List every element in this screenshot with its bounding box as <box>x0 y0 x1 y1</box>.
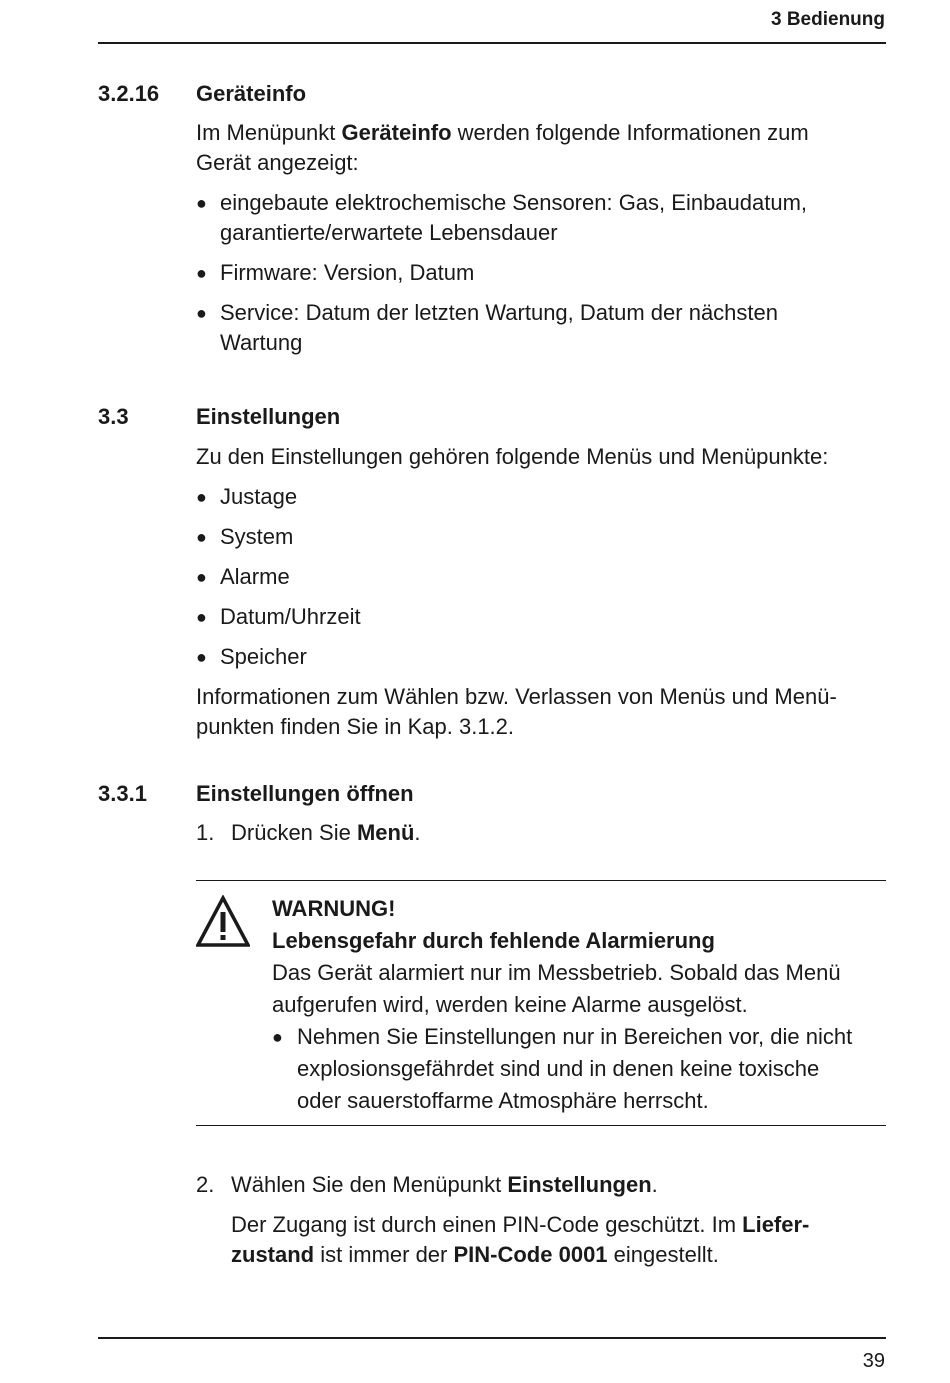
chapter-header: 3 Bedienung <box>770 9 885 30</box>
warning-body: Das Gerät alarmiert nur im Messbetrieb. Sobald das Menü aufgerufen wird, werden keine Alarme ausgelöst. <box>272 960 841 1017</box>
section-title: Einstellungen <box>196 404 341 429</box>
warning-text <box>272 893 886 1021</box>
section-intro: Im Menüpunkt Geräteinfo werden folgende Informationen zum Gerät angezeigt: <box>196 120 809 175</box>
warning-label: WARNUNG! <box>272 896 396 921</box>
section-outro: Informationen zum Wählen bzw. Verlassen von Menüs und Menü- punkten finden Sie in Kap. 3.1.2. <box>196 684 837 739</box>
section-number: 3.3 <box>98 404 129 429</box>
section-intro: Zu den Einstellungen gehören folgende Menüs und Menüpunkte: <box>196 444 829 469</box>
manual-page: 3 Bedienung 3.2.16 Geräteinfo Im Menüpunkt Geräteinfo werden folgende Informationen zum Gerät angezeigt: ● eingebaute elektrochemische Sensoren: Gas, Einbaudatum, garantierte/erwartete Lebensdauer ● Firmware: Version, Datum ● Service: Datum der letzten Wartung, Datum der nächsten Wartung 3.3 Einstellungen Zu den Einstellungen gehören folgende Menüs und Menüpunkte: ● Justage ● System ● Alarme ● Datum/Uhrzeit ● Speicher Informationen zum Wählen bzw. Verlassen von Menüs und Menü- punkten finden Sie in Kap. 3.1.2. 3.3.1 Einstellungen öffnen 1. Drücken Sie Menü. WARNUNG! Lebensgefahr durch fehlende Alarmierung Das Gerät alarmiert nur im Messbetrieb. Sobald das Menü aufgerufen wird, werden keine Alarme ausgelöst. ● Nehmen Sie Einstellungen nur in Bereichen vor, die nicht explosionsgefährdet sind und in denen keine toxische oder sauerstoffarme Atmosphäre herrscht. 2. Wählen Sie den Menüpunkt Einstellungen. Der Zugang ist durch einen PIN-Code geschützt. Im Liefer- zustand ist immer der PIN-Code 0001 eingestellt. 39 <box>98 9 885 1372</box>
bullet-icon: ● <box>196 527 207 547</box>
bullet-icon: ● <box>196 567 207 587</box>
bullet-icon: ● <box>196 193 207 213</box>
bullet-icon: ● <box>196 263 207 283</box>
section-title: Geräteinfo <box>196 81 307 106</box>
bullet-icon: ● <box>196 647 207 667</box>
warning-triangle-icon <box>196 895 250 949</box>
bullet-icon: ● <box>196 487 207 507</box>
bullet-icon: ● <box>272 1027 283 1047</box>
header-rule <box>98 42 886 44</box>
section-number: 3.3.1 <box>98 781 147 806</box>
bullet-icon: ● <box>196 607 207 627</box>
warning-top-rule <box>196 880 886 881</box>
section-number: 3.2.16 <box>98 81 160 106</box>
section-title: Einstellungen öffnen <box>196 781 414 806</box>
bullet-icon: ● <box>196 303 207 323</box>
warning-title: Lebensgefahr durch fehlende Alarmierung <box>272 928 715 953</box>
page-number: 39 <box>862 1350 885 1372</box>
warning-bottom-rule <box>196 1125 886 1126</box>
step-2-description: Der Zugang ist durch einen PIN-Code geschützt. Im Liefer- zustand ist immer der PIN-Code 0001 eingestellt. <box>231 1212 810 1267</box>
footer-rule <box>98 1337 886 1339</box>
